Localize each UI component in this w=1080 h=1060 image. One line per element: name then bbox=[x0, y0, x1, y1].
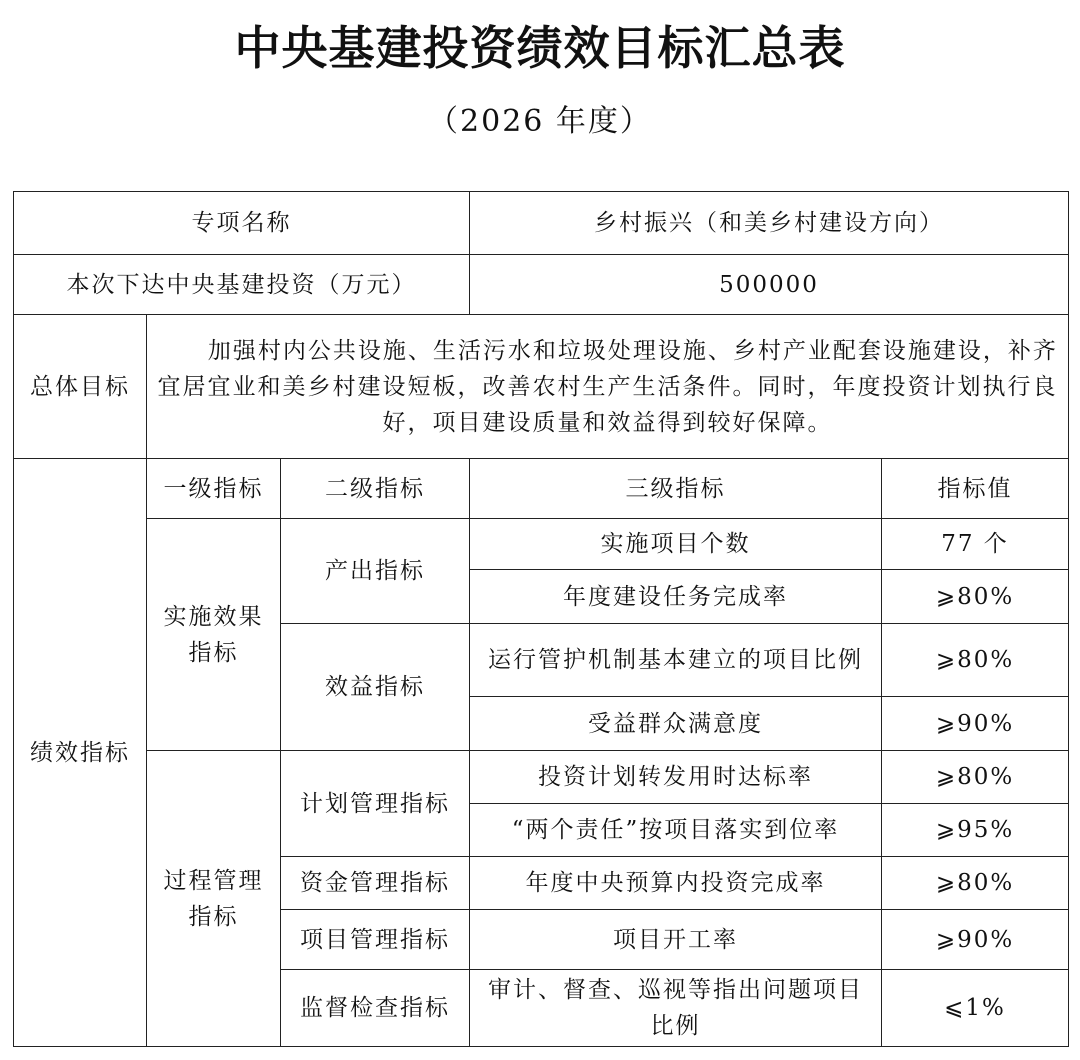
overall-goal-row bbox=[14, 315, 1069, 459]
level1-cell: 实施效果指标 bbox=[147, 519, 281, 751]
level2-cell: 项目管理指标 bbox=[281, 910, 470, 970]
value-cell: ⩾80% bbox=[882, 857, 1069, 910]
performance-table bbox=[13, 191, 1069, 1047]
level2-cell: 监督检查指标 bbox=[281, 970, 470, 1047]
header-row bbox=[14, 459, 1069, 519]
header-level1: 一级指标 bbox=[147, 459, 281, 519]
header-level2: 二级指标 bbox=[281, 459, 470, 519]
level3-cell: 项目开工率 bbox=[470, 910, 882, 970]
table-row bbox=[14, 751, 1069, 804]
level1-cell: 过程管理指标 bbox=[147, 751, 281, 1047]
value-cell: ⩾80% bbox=[882, 570, 1069, 624]
level2-cell: 计划管理指标 bbox=[281, 751, 470, 857]
project-name-row bbox=[14, 192, 1069, 255]
header-value: 指标值 bbox=[882, 459, 1069, 519]
level3-cell: 审计、督查、巡视等指出问题项目比例 bbox=[470, 970, 882, 1047]
value-cell: 77 个 bbox=[882, 519, 1069, 570]
value-cell: ⩽1% bbox=[882, 970, 1069, 1047]
investment-row bbox=[14, 255, 1069, 315]
table-row bbox=[14, 519, 1069, 570]
level3-cell: 实施项目个数 bbox=[470, 519, 882, 570]
value-cell: ⩾80% bbox=[882, 624, 1069, 697]
level3-cell: 年度建设任务完成率 bbox=[470, 570, 882, 624]
value-cell: ⩾95% bbox=[882, 804, 1069, 857]
level2-cell: 资金管理指标 bbox=[281, 857, 470, 910]
page-subtitle: （2026 年度） bbox=[428, 104, 652, 139]
project-name-label: 专项名称 bbox=[14, 192, 470, 255]
investment-value: 500000 bbox=[470, 255, 1069, 315]
performance-label: 绩效指标 bbox=[14, 459, 147, 1047]
level3-cell: 受益群众满意度 bbox=[470, 697, 882, 751]
overall-goal-cell bbox=[147, 315, 1069, 459]
overall-goal-label: 总体目标 bbox=[14, 315, 147, 459]
level3-cell: 年度中央预算内投资完成率 bbox=[470, 857, 882, 910]
overall-goal-text: 加强村内公共设施、生活污水和垃圾处理设施、乡村产业配套设施建设，补齐宜居宜业和美乡村建设短板，改善农村生产生活条件。同时，年度投资计划执行良好，项目建设质量和效益得到较好保障。 bbox=[157, 337, 1058, 436]
level3-cell: 投资计划转发用时达标率 bbox=[470, 751, 882, 804]
level3-cell: 运行管护机制基本建立的项目比例 bbox=[470, 624, 882, 697]
level2-cell: 效益指标 bbox=[281, 624, 470, 751]
level2-cell: 产出指标 bbox=[281, 519, 470, 624]
level3-cell: “两个责任”按项目落实到位率 bbox=[470, 804, 882, 857]
value-cell: ⩾80% bbox=[882, 751, 1069, 804]
investment-label: 本次下达中央基建投资（万元） bbox=[14, 255, 470, 315]
project-name-value: 乡村振兴（和美乡村建设方向） bbox=[470, 192, 1069, 255]
page-title: 中央基建投资绩效目标汇总表 bbox=[234, 21, 846, 75]
value-cell: ⩾90% bbox=[882, 910, 1069, 970]
value-cell: ⩾90% bbox=[882, 697, 1069, 751]
header-level3: 三级指标 bbox=[470, 459, 882, 519]
